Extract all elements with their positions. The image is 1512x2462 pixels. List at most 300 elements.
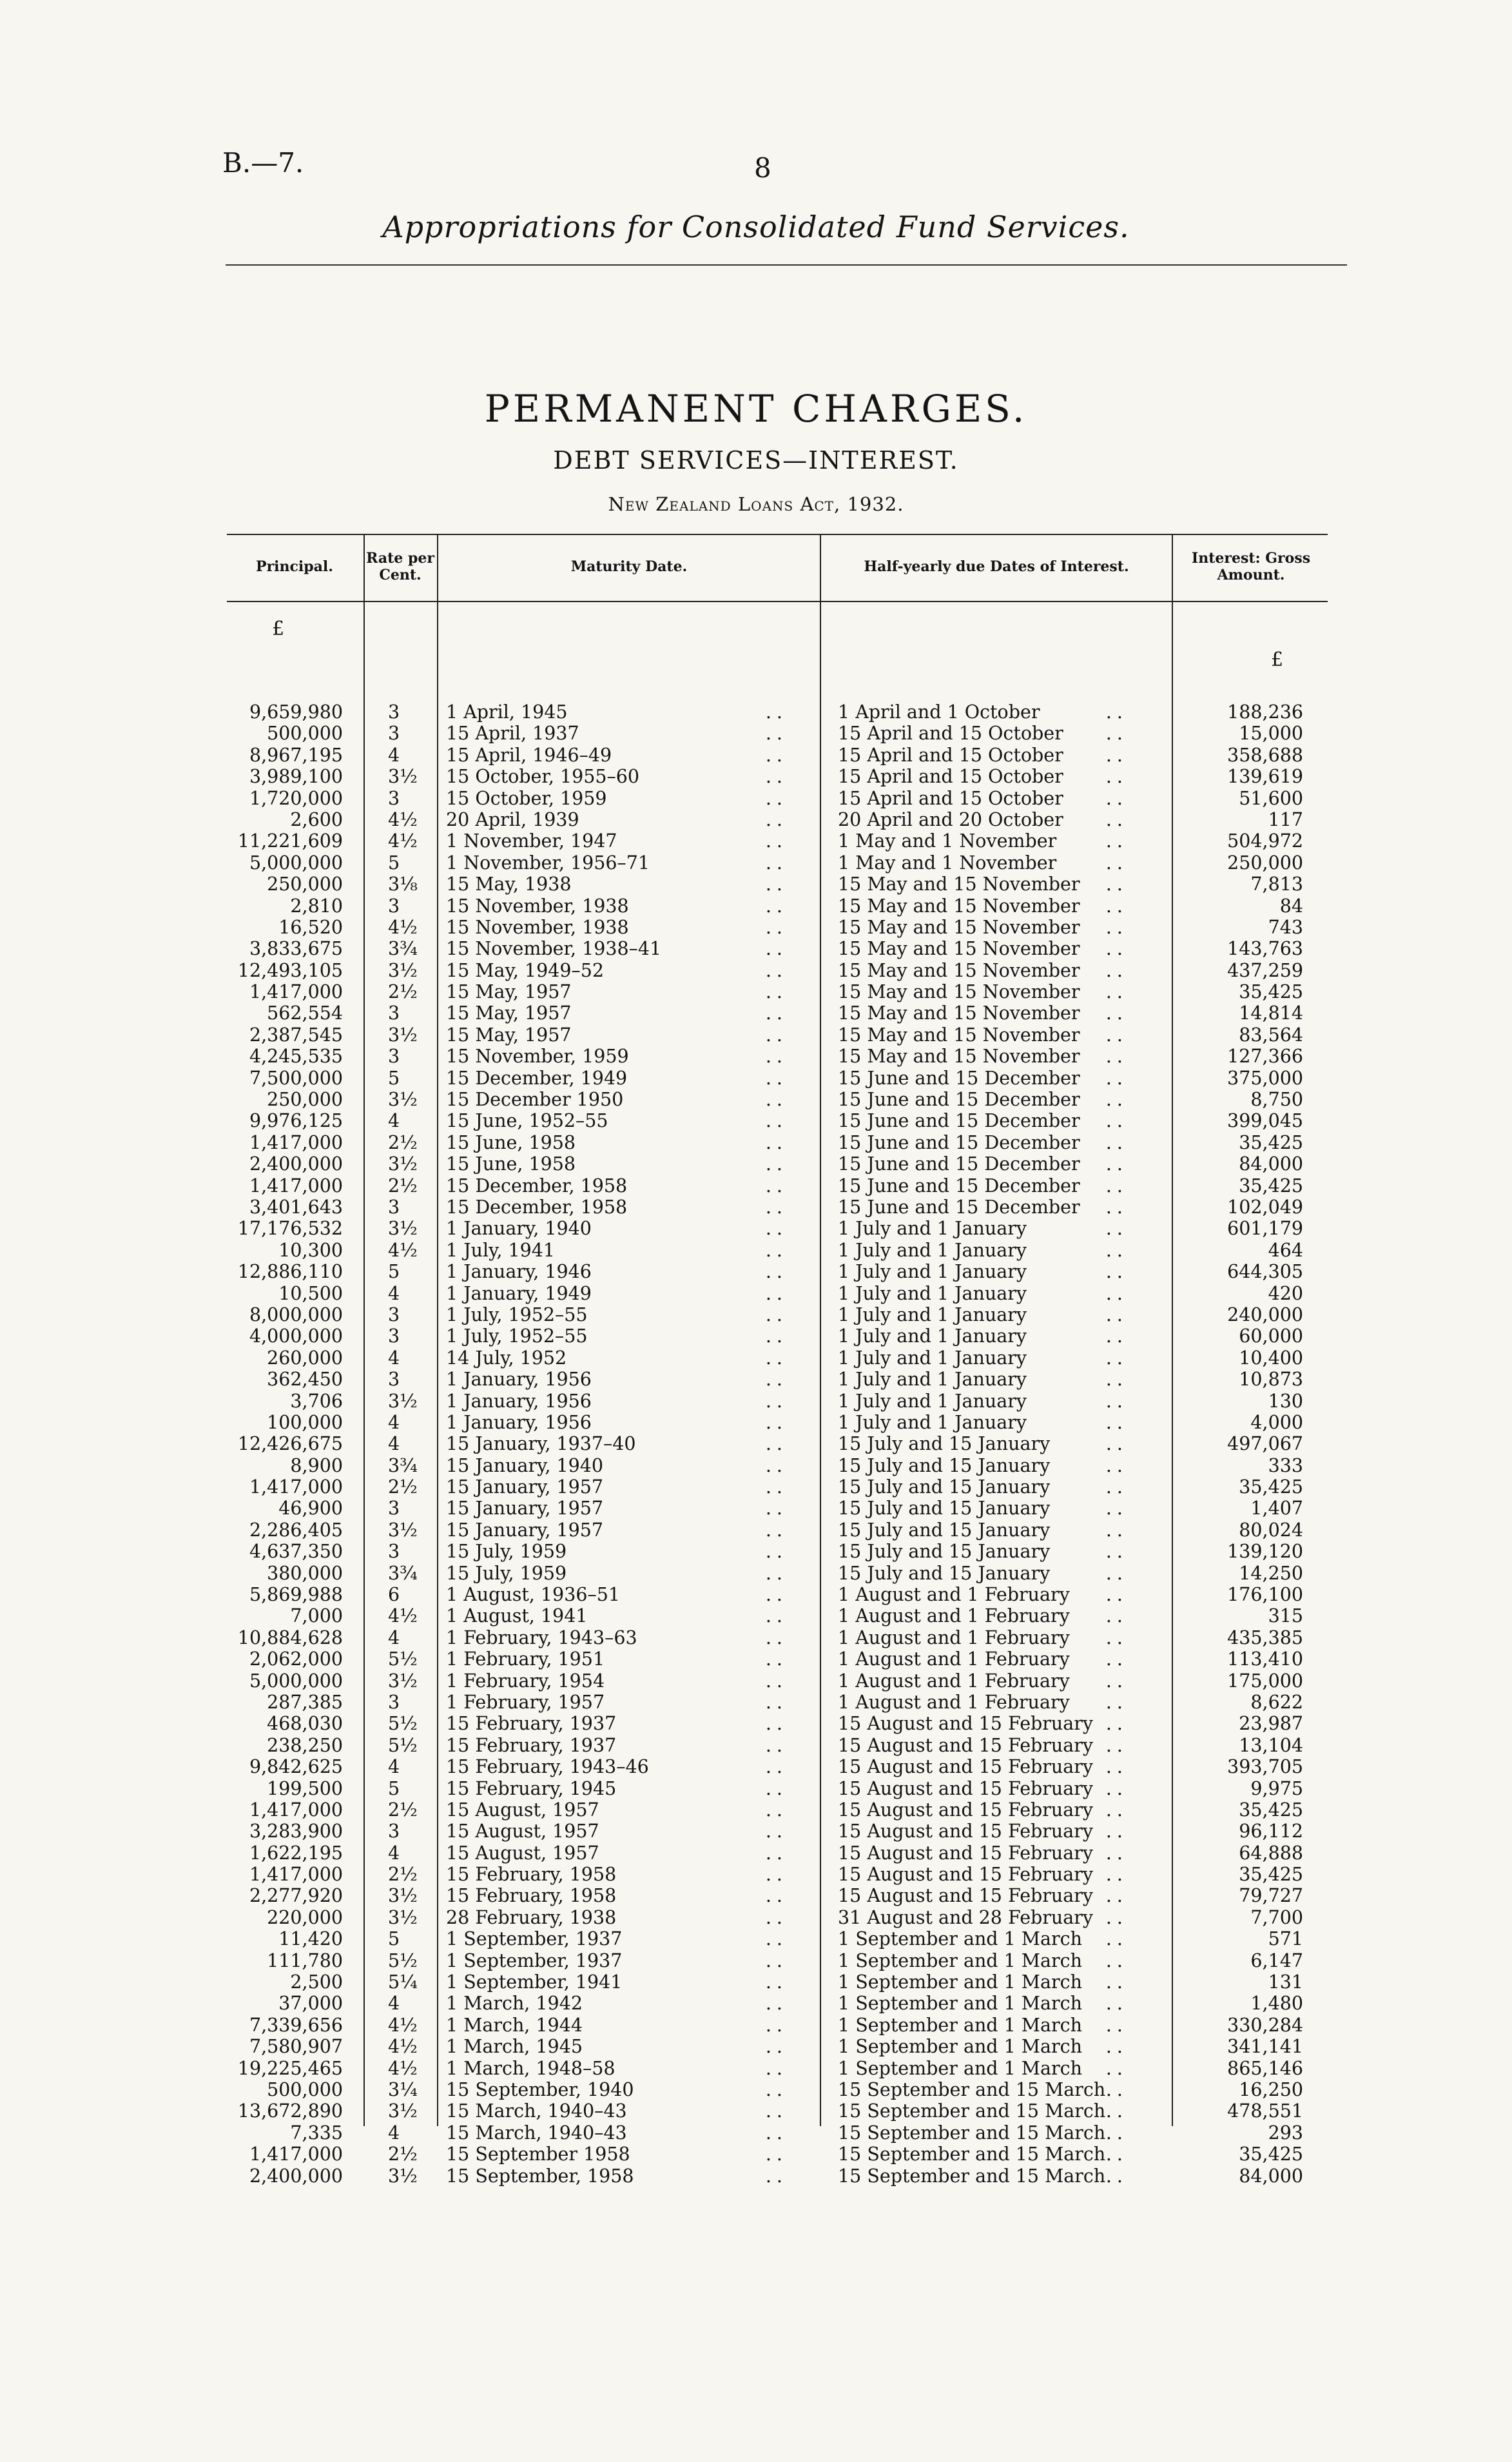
principal-cell: 9,842,625 (249, 1756, 343, 1778)
rate-cell: 5 (388, 1261, 400, 1283)
interest-cell: 644,305 (1227, 1261, 1303, 1283)
leader-dots: .. (1105, 1153, 1128, 1175)
halfyearly-cell: 1 August and 1 February (838, 1584, 1070, 1606)
leader-dots: .. (765, 1799, 788, 1821)
table-row (227, 1046, 1328, 1067)
interest-cell: 504,972 (1227, 830, 1303, 852)
table-row (227, 1498, 1328, 1519)
interest-unit: £ (1271, 649, 1284, 671)
interest-cell: 14,814 (1239, 1002, 1303, 1024)
header-maturity: Maturity Date. (570, 558, 688, 575)
table-row (227, 2079, 1328, 2100)
rate-cell: 3 (388, 1498, 400, 1519)
leader-dots: .. (1105, 1756, 1128, 1778)
table-row (227, 2144, 1328, 2165)
maturity-cell: 15 January, 1940 (446, 1454, 604, 1476)
rate-cell: 3¾ (388, 1454, 418, 1476)
maturity-cell: 1 February, 1954 (446, 1670, 605, 1692)
leader-dots: .. (765, 1325, 788, 1347)
maturity-cell: 15 November, 1938 (446, 916, 629, 938)
leader-dots: .. (1105, 2122, 1128, 2144)
rate-cell: 3½ (388, 959, 418, 981)
interest-cell: 478,551 (1227, 2100, 1303, 2122)
interest-cell: 333 (1268, 1454, 1303, 1476)
halfyearly-cell: 15 August and 15 February (838, 1842, 1093, 1864)
leader-dots: .. (765, 766, 788, 788)
table-row (227, 745, 1328, 766)
table-row (227, 701, 1328, 723)
table-row (227, 852, 1328, 874)
halfyearly-cell: 1 July and 1 January (838, 1390, 1027, 1412)
table-row (227, 1756, 1328, 1777)
rate-cell: 4½ (388, 830, 418, 852)
maturity-cell: 1 September, 1937 (446, 1928, 623, 1950)
sub-heading: DEBT SERVICES—INTEREST. (553, 446, 959, 474)
principal-cell: 7,339,656 (249, 2014, 343, 2036)
interest-cell: 743 (1268, 916, 1303, 938)
principal-cell: 562,554 (267, 1002, 343, 1024)
interest-cell: 865,146 (1227, 2057, 1303, 2079)
interest-cell: 464 (1268, 1239, 1303, 1261)
principal-cell: 12,493,105 (237, 959, 343, 981)
interest-cell: 84,000 (1239, 2165, 1303, 2187)
leader-dots: .. (1105, 1971, 1128, 1993)
table-row (227, 1928, 1328, 1949)
interest-cell: 399,045 (1227, 1110, 1303, 1132)
rate-cell: 3 (388, 1541, 400, 1563)
leader-dots: .. (1105, 787, 1128, 809)
halfyearly-cell: 1 September and 1 March (838, 2014, 1082, 2036)
rate-cell: 3½ (388, 766, 418, 788)
maturity-cell: 15 June, 1952–55 (446, 1110, 608, 1132)
leader-dots: .. (765, 2036, 788, 2058)
halfyearly-cell: 15 August and 15 February (838, 1864, 1093, 1886)
table-row (227, 1240, 1328, 1261)
leader-dots: .. (765, 2122, 788, 2144)
principal-cell: 7,335 (290, 2122, 343, 2144)
principal-cell: 3,989,100 (249, 766, 343, 788)
table-row (227, 960, 1328, 981)
leader-dots: .. (1105, 2057, 1128, 2079)
table-rows (227, 701, 1328, 2187)
maturity-cell: 15 November, 1938 (446, 895, 629, 917)
halfyearly-cell: 15 April and 15 October (838, 766, 1063, 788)
maturity-cell: 15 May, 1949–52 (446, 959, 604, 981)
leader-dots: .. (765, 916, 788, 938)
maturity-cell: 1 March, 1944 (446, 2014, 583, 2036)
leader-dots: .. (1105, 938, 1128, 960)
leader-dots: .. (765, 1756, 788, 1778)
interest-cell: 35,425 (1239, 1476, 1303, 1498)
principal-cell: 2,600 (290, 808, 343, 830)
rate-cell: 3¾ (388, 938, 418, 960)
halfyearly-cell: 15 April and 15 October (838, 744, 1063, 766)
leader-dots: .. (1105, 1691, 1128, 1713)
rate-cell: 4½ (388, 1605, 418, 1627)
principal-cell: 250,000 (267, 1089, 343, 1111)
leader-dots: .. (1105, 1024, 1128, 1046)
principal-cell: 10,884,628 (237, 1627, 343, 1648)
rate-cell: 2½ (388, 2144, 418, 2165)
rate-cell: 4 (388, 1627, 400, 1648)
leader-dots: .. (1105, 1131, 1128, 1153)
halfyearly-cell: 1 September and 1 March (838, 1949, 1082, 1971)
halfyearly-cell: 1 August and 1 February (838, 1627, 1070, 1648)
principal-cell: 7,000 (290, 1605, 343, 1627)
table-row (227, 1605, 1328, 1627)
halfyearly-cell: 15 August and 15 February (838, 1777, 1093, 1799)
rate-cell: 3¼ (388, 2079, 418, 2100)
halfyearly-cell: 15 July and 15 January (838, 1498, 1051, 1519)
leader-dots: .. (765, 1648, 788, 1670)
maturity-cell: 1 March, 1948–58 (446, 2057, 615, 2079)
table-row (227, 1971, 1328, 1993)
halfyearly-cell: 1 August and 1 February (838, 1691, 1070, 1713)
maturity-cell: 15 June, 1958 (446, 1131, 576, 1153)
rate-cell: 3 (388, 895, 400, 917)
principal-cell: 2,387,545 (249, 1024, 343, 1046)
rate-cell: 3½ (388, 1906, 418, 1928)
halfyearly-cell: 1 July and 1 January (838, 1347, 1027, 1369)
halfyearly-cell: 1 August and 1 February (838, 1648, 1070, 1670)
principal-cell: 500,000 (267, 2079, 343, 2100)
maturity-cell: 1 August, 1936–51 (446, 1584, 620, 1606)
table-row (227, 1218, 1328, 1239)
halfyearly-cell: 1 July and 1 January (838, 1411, 1027, 1433)
rate-cell: 3½ (388, 1153, 418, 1175)
halfyearly-cell: 15 July and 15 January (838, 1519, 1051, 1541)
rate-cell: 2½ (388, 1864, 418, 1886)
leader-dots: .. (765, 1433, 788, 1455)
leader-dots: .. (1105, 701, 1128, 723)
interest-cell: 10,400 (1239, 1347, 1303, 1369)
halfyearly-cell: 15 July and 15 January (838, 1476, 1051, 1498)
leader-dots: .. (1105, 1325, 1128, 1347)
table-row (227, 1648, 1328, 1670)
table-row (227, 2100, 1328, 2122)
leader-dots: .. (765, 2165, 788, 2187)
halfyearly-cell: 1 July and 1 January (838, 1304, 1027, 1325)
leader-dots: .. (765, 1304, 788, 1325)
table-row (227, 1563, 1328, 1584)
header-principal: Principal. (256, 558, 333, 575)
leader-dots: .. (765, 787, 788, 809)
halfyearly-cell: 1 August and 1 February (838, 1605, 1070, 1627)
rate-cell: 3½ (388, 1885, 418, 1907)
maturity-cell: 15 January, 1957 (446, 1476, 604, 1498)
maturity-cell: 15 December, 1958 (446, 1175, 628, 1197)
leader-dots: .. (765, 1131, 788, 1153)
leader-dots: .. (765, 1993, 788, 2015)
principal-cell: 4,637,350 (249, 1541, 343, 1563)
table-row (227, 1692, 1328, 1713)
principal-cell: 199,500 (267, 1777, 343, 1799)
interest-cell: 1,407 (1250, 1498, 1303, 1519)
leader-dots: .. (1105, 1821, 1128, 1842)
leader-dots: .. (1105, 1067, 1128, 1089)
leader-dots: .. (1105, 1949, 1128, 1971)
halfyearly-cell: 1 September and 1 March (838, 2036, 1082, 2058)
leader-dots: .. (1105, 1454, 1128, 1476)
table-row (227, 1735, 1328, 1756)
table-row (227, 2165, 1328, 2187)
halfyearly-cell: 15 August and 15 February (838, 1734, 1093, 1756)
table-row (227, 1304, 1328, 1325)
maturity-cell: 15 August, 1957 (446, 1799, 599, 1821)
rate-cell: 4 (388, 1993, 400, 2015)
table-row (227, 1433, 1328, 1454)
maturity-cell: 1 September, 1941 (446, 1971, 623, 1993)
leader-dots: .. (765, 1390, 788, 1412)
rate-cell: 4½ (388, 2057, 418, 2079)
halfyearly-cell: 15 June and 15 December (838, 1067, 1080, 1089)
halfyearly-cell: 15 September and 15 March (838, 2165, 1106, 2187)
table-row (227, 1068, 1328, 1089)
principal-cell: 10,500 (278, 1282, 343, 1304)
maturity-cell: 15 August, 1957 (446, 1842, 599, 1864)
interest-cell: 13,104 (1239, 1734, 1303, 1756)
maturity-cell: 15 February, 1937 (446, 1734, 617, 1756)
leader-dots: .. (765, 1110, 788, 1132)
rate-cell: 3½ (388, 1519, 418, 1541)
maturity-cell: 15 January, 1957 (446, 1519, 604, 1541)
leader-dots: .. (1105, 1498, 1128, 1519)
rate-cell: 4 (388, 1347, 400, 1369)
principal-cell: 362,450 (267, 1369, 343, 1391)
page-number: 8 (754, 152, 771, 184)
maturity-cell: 15 July, 1959 (446, 1562, 567, 1584)
maturity-cell: 1 July, 1952–55 (446, 1325, 588, 1347)
halfyearly-cell: 15 May and 15 November (838, 1002, 1080, 1024)
table-row (227, 1627, 1328, 1648)
table-row (227, 1778, 1328, 1799)
table-row (227, 1950, 1328, 1971)
leader-dots: .. (765, 808, 788, 830)
interest-cell: 393,705 (1227, 1756, 1303, 1778)
header-rate: Rate per Cent. (366, 550, 434, 583)
leader-dots: .. (765, 1541, 788, 1563)
halfyearly-cell: 1 April and 1 October (838, 701, 1040, 723)
leader-dots: .. (1105, 2100, 1128, 2122)
principal-cell: 7,580,907 (249, 2036, 343, 2058)
leader-dots: .. (765, 2079, 788, 2100)
rate-cell: 2½ (388, 1476, 418, 1498)
table-row (227, 723, 1328, 744)
rate-cell: 5¼ (388, 1971, 418, 1993)
halfyearly-cell: 15 April and 15 October (838, 787, 1063, 809)
leader-dots: .. (765, 1218, 788, 1240)
leader-dots: .. (765, 1196, 788, 1218)
leader-dots: .. (1105, 2036, 1128, 2058)
act-heading: New Zealand Loans Act, 1932. (608, 493, 904, 515)
leader-dots: .. (1105, 2079, 1128, 2100)
leader-dots: .. (1105, 1885, 1128, 1907)
table-row (227, 1907, 1328, 1928)
leader-dots: .. (1105, 1369, 1128, 1391)
halfyearly-cell: 15 April and 15 October (838, 723, 1063, 745)
rate-cell: 3 (388, 1046, 400, 1068)
rate-cell: 3½ (388, 1670, 418, 1692)
rate-cell: 3 (388, 787, 400, 809)
interest-cell: 35,425 (1239, 1799, 1303, 1821)
table-row (227, 2058, 1328, 2079)
leader-dots: .. (1105, 1584, 1128, 1606)
rate-cell: 3 (388, 1691, 400, 1713)
maturity-cell: 15 November, 1938–41 (446, 938, 662, 960)
rate-cell: 5½ (388, 1713, 418, 1735)
rate-cell: 2½ (388, 981, 418, 1003)
interest-cell: 8,750 (1250, 1089, 1303, 1111)
maturity-cell: 15 January, 1957 (446, 1498, 604, 1519)
maturity-cell: 15 September, 1940 (446, 2079, 634, 2100)
table-row (227, 917, 1328, 938)
leader-dots: .. (765, 723, 788, 745)
table-row (227, 830, 1328, 852)
principal-cell: 250,000 (267, 874, 343, 895)
leader-dots: .. (765, 1239, 788, 1261)
maturity-cell: 1 January, 1956 (446, 1390, 592, 1412)
principal-cell: 37,000 (278, 1993, 343, 2015)
principal-cell: 5,000,000 (249, 852, 343, 874)
table-header-rule (227, 601, 1328, 602)
interest-cell: 64,888 (1239, 1842, 1303, 1864)
halfyearly-cell: 15 June and 15 December (838, 1131, 1080, 1153)
leader-dots: .. (765, 959, 788, 981)
leader-dots: .. (765, 1476, 788, 1498)
halfyearly-cell: 15 May and 15 November (838, 1046, 1080, 1068)
table-row (227, 1842, 1328, 1864)
interest-table (227, 534, 1328, 2187)
leader-dots: .. (765, 1562, 788, 1584)
rate-cell: 2½ (388, 1175, 418, 1197)
table-row (227, 874, 1328, 895)
principal-cell: 8,967,195 (249, 744, 343, 766)
halfyearly-cell: 15 May and 15 November (838, 938, 1080, 960)
table-row (227, 1519, 1328, 1541)
halfyearly-cell: 15 June and 15 December (838, 1089, 1080, 1111)
leader-dots: .. (765, 1864, 788, 1886)
halfyearly-cell: 1 July and 1 January (838, 1325, 1027, 1347)
interest-cell: 84 (1279, 895, 1303, 917)
running-title: Appropriations for Consolidated Fund Services. (382, 210, 1130, 244)
interest-cell: 188,236 (1227, 701, 1303, 723)
header-interest: Interest: Gross Amount. (1191, 550, 1311, 583)
rate-cell: 4½ (388, 2014, 418, 2036)
interest-cell: 15,000 (1239, 723, 1303, 745)
interest-cell: 96,112 (1239, 1821, 1303, 1842)
table-row (227, 1283, 1328, 1304)
leader-dots: .. (1105, 1734, 1128, 1756)
rate-cell: 3 (388, 1002, 400, 1024)
leader-dots: .. (1105, 1089, 1128, 1111)
interest-cell: 176,100 (1227, 1584, 1303, 1606)
leader-dots: .. (765, 1175, 788, 1197)
principal-cell: 380,000 (267, 1562, 343, 1584)
leader-dots: .. (765, 1369, 788, 1391)
halfyearly-cell: 15 June and 15 December (838, 1175, 1080, 1197)
rate-cell: 3 (388, 1821, 400, 1842)
leader-dots: .. (765, 2014, 788, 2036)
table-row (227, 1476, 1328, 1498)
principal-cell: 5,869,988 (249, 1584, 343, 1606)
table-row (227, 1325, 1328, 1347)
leader-dots: .. (1105, 1519, 1128, 1541)
principal-cell: 500,000 (267, 723, 343, 745)
interest-cell: 143,763 (1227, 938, 1303, 960)
interest-cell: 79,727 (1239, 1885, 1303, 1907)
principal-cell: 1,720,000 (249, 787, 343, 809)
leader-dots: .. (1105, 744, 1128, 766)
rate-cell: 4 (388, 1756, 400, 1778)
principal-cell: 12,426,675 (237, 1433, 343, 1455)
table-row (227, 1412, 1328, 1433)
maturity-cell: 15 March, 1940–43 (446, 2122, 627, 2144)
leader-dots: .. (765, 744, 788, 766)
leader-dots: .. (765, 1906, 788, 1928)
interest-cell: 16,250 (1239, 2079, 1303, 2100)
halfyearly-cell: 1 September and 1 March (838, 2057, 1082, 2079)
leader-dots: .. (765, 874, 788, 895)
maturity-cell: 15 October, 1955–60 (446, 766, 640, 788)
interest-cell: 35,425 (1239, 981, 1303, 1003)
halfyearly-cell: 15 May and 15 November (838, 895, 1080, 917)
leader-dots: .. (765, 1498, 788, 1519)
table-row (227, 1197, 1328, 1218)
maturity-cell: 15 February, 1958 (446, 1864, 617, 1886)
maturity-cell: 15 September 1958 (446, 2144, 630, 2165)
rate-cell: 5 (388, 1777, 400, 1799)
maturity-cell: 15 June, 1958 (446, 1153, 576, 1175)
rate-cell: 3 (388, 1369, 400, 1391)
interest-cell: 250,000 (1227, 852, 1303, 874)
leader-dots: .. (765, 1261, 788, 1283)
halfyearly-cell: 15 August and 15 February (838, 1799, 1093, 1821)
interest-cell: 131 (1268, 1971, 1303, 1993)
leader-dots: .. (765, 895, 788, 917)
maturity-cell: 15 May, 1957 (446, 981, 572, 1003)
leader-dots: .. (765, 852, 788, 874)
rate-cell: 4 (388, 2122, 400, 2144)
rate-cell: 5 (388, 852, 400, 874)
leader-dots: .. (1105, 895, 1128, 917)
leader-dots: .. (1105, 1627, 1128, 1648)
leader-dots: .. (1105, 2144, 1128, 2165)
top-rule (226, 264, 1347, 266)
halfyearly-cell: 15 September and 15 March (838, 2100, 1106, 2122)
principal-cell: 3,706 (290, 1390, 343, 1412)
table-row (227, 1799, 1328, 1821)
principal-unit: £ (272, 618, 285, 640)
leader-dots: .. (1105, 1993, 1128, 2015)
maturity-cell: 15 December 1950 (446, 1089, 624, 1111)
table-row (227, 2036, 1328, 2057)
leader-dots: .. (765, 1024, 788, 1046)
leader-dots: .. (765, 1347, 788, 1369)
interest-cell: 84,000 (1239, 1153, 1303, 1175)
halfyearly-cell: 15 June and 15 December (838, 1196, 1080, 1218)
leader-dots: .. (1105, 808, 1128, 830)
leader-dots: .. (765, 1002, 788, 1024)
table-row (227, 809, 1328, 830)
table-row (227, 1864, 1328, 1885)
rate-cell: 3 (388, 701, 400, 723)
table-row (227, 1993, 1328, 2014)
leader-dots: .. (1105, 1670, 1128, 1692)
interest-cell: 240,000 (1227, 1304, 1303, 1325)
maturity-cell: 15 May, 1957 (446, 1002, 572, 1024)
maturity-cell: 15 December, 1958 (446, 1196, 628, 1218)
interest-cell: 127,366 (1227, 1046, 1303, 1068)
